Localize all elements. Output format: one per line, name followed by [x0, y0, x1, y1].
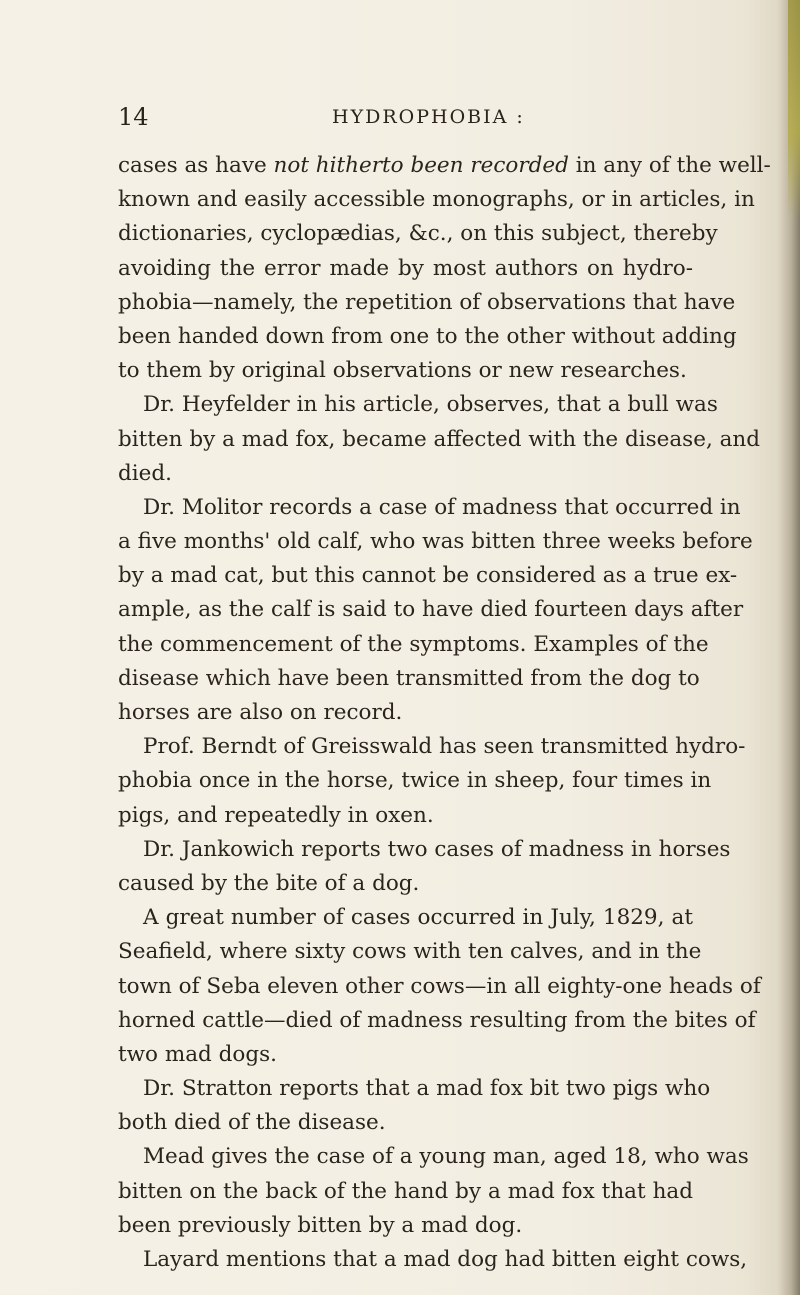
- text-line: bitten on the back of the hand by a mad fox that had: [118, 1178, 693, 1204]
- text-line: horned cattle—died of madness resulting from the bites of: [118, 1007, 756, 1033]
- text-line: Dr. Molitor records a case of madness that occurred in: [143, 494, 741, 520]
- text-line: pigs, and repeatedly in oxen.: [118, 802, 434, 828]
- text-line: the commencement of the symptoms. Examples of the: [118, 631, 709, 657]
- text-line: cases as have not hitherto been recorded in any of the well-: [118, 153, 771, 178]
- page-number: 14: [118, 103, 149, 131]
- text-line: caused by the bite of a dog.: [118, 870, 420, 896]
- text-line: Dr. Jankowich reports two cases of madness in horses: [143, 836, 731, 862]
- body-text: [118, 149, 771, 1277]
- text-line: Dr. Heyfelder in his article, observes, that a bull was: [143, 392, 718, 418]
- running-head: HYDROPHOBIA :: [332, 106, 525, 128]
- text-line: A great number of cases occurred in July, 1829, at: [143, 905, 693, 931]
- text-line: Seafield, where sixty cows with ten calves, and in the: [118, 939, 702, 965]
- page-edge-tab: [788, 0, 800, 220]
- text-line: phobia—namely, the repetition of observations that have: [118, 289, 736, 315]
- text-line: by a mad cat, but this cannot be considered as a true ex-: [118, 563, 738, 589]
- text-line: Layard mentions that a mad dog had bitten eight cows,: [143, 1247, 748, 1272]
- text-line: to them by original observations or new researches.: [118, 358, 687, 384]
- text-line: a five months' old calf, who was bitten three weeks before: [118, 529, 753, 555]
- text-line: died.: [118, 460, 172, 486]
- text-line: two mad dogs.: [118, 1041, 277, 1067]
- text-line: dictionaries, cyclopædias, &c., on this subject, thereby: [118, 221, 718, 247]
- text-line: town of Seba eleven other cows—in all eighty-one heads of: [118, 973, 761, 999]
- page-header: [118, 103, 678, 131]
- text-line: bitten by a mad fox, became affected with the disease, and: [118, 426, 761, 452]
- text-line: known and easily accessible monographs, or in articles, in: [118, 187, 755, 213]
- text-line: horses are also on record.: [118, 700, 403, 725]
- text-line: Dr. Stratton reports that a mad fox bit two pigs who: [143, 1076, 711, 1102]
- text-line: been handed down from one to the other without adding: [118, 323, 737, 349]
- text-line: ample, as the calf is said to have died fourteen days after: [118, 597, 744, 623]
- text-line: Prof. Berndt of Greisswald has seen transmitted hydro-: [143, 734, 746, 760]
- text-line: both died of the disease.: [118, 1110, 386, 1136]
- text-line: Mead gives the case of a young man, aged 18, who was: [143, 1144, 749, 1170]
- text-line: avoiding the error made by most authors on hydro-: [118, 255, 693, 281]
- text-line: been previously bitten by a mad dog.: [118, 1212, 523, 1238]
- text-line: phobia once in the horse, twice in sheep, four times in: [118, 768, 712, 794]
- text-line: disease which have been transmitted from the dog to: [118, 665, 700, 691]
- italic-phrase: not hitherto been recorded: [273, 153, 569, 178]
